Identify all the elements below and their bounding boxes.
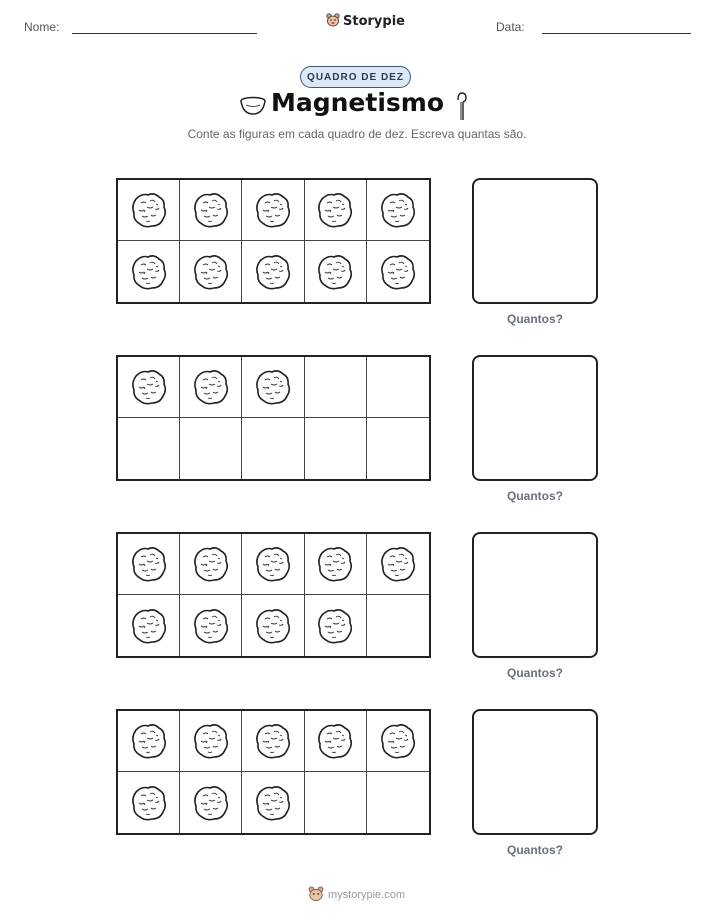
ten-frame-cell xyxy=(305,595,367,656)
ten-frame-cell xyxy=(118,711,180,772)
answer-prompt: Quantos? xyxy=(507,666,563,680)
ten-frame-cell xyxy=(242,534,304,595)
ten-frame-cell xyxy=(367,180,429,241)
rock-icon xyxy=(314,251,356,293)
rock-icon xyxy=(190,543,232,585)
ten-frame-grid xyxy=(116,178,431,304)
ten-frame-cell xyxy=(180,772,242,833)
name-line[interactable] xyxy=(72,33,257,34)
magnet-hook-icon xyxy=(454,90,470,122)
rock-icon xyxy=(314,720,356,762)
rock-icon xyxy=(128,251,170,293)
ten-frame-cell xyxy=(118,772,180,833)
rock-icon xyxy=(128,720,170,762)
ten-frame-grid xyxy=(116,709,431,835)
date-label: Data: xyxy=(496,20,525,34)
rock-icon xyxy=(190,782,232,824)
ten-frame-cell xyxy=(118,595,180,656)
rock-icon xyxy=(252,605,294,647)
ten-frame-cell xyxy=(367,357,429,418)
ten-frame-cell xyxy=(367,711,429,772)
ten-frame-cell xyxy=(242,180,304,241)
answer-box[interactable] xyxy=(472,355,598,481)
rock-icon xyxy=(190,605,232,647)
ten-frame-cell xyxy=(242,772,304,833)
rock-icon xyxy=(252,366,294,408)
rock-icon xyxy=(314,605,356,647)
ten-frame-cell xyxy=(180,418,242,479)
rock-icon xyxy=(252,543,294,585)
rock-icon xyxy=(252,251,294,293)
page-title: Magnetismo xyxy=(270,88,445,117)
ten-frame-cell xyxy=(367,772,429,833)
ten-frame-cell xyxy=(367,595,429,656)
ten-frame-cell xyxy=(118,180,180,241)
ten-frame-cell xyxy=(118,418,180,479)
answer-prompt: Quantos? xyxy=(507,843,563,857)
ten-frame-cell xyxy=(180,711,242,772)
ten-frame-grid xyxy=(116,355,431,481)
ten-frame-cell xyxy=(305,711,367,772)
ten-frame-cell xyxy=(118,357,180,418)
bear-mascot-icon xyxy=(326,13,340,29)
brand-logo xyxy=(326,13,405,29)
ten-frame-cell xyxy=(242,241,304,302)
ten-frame-cell xyxy=(367,241,429,302)
ten-frame-cell xyxy=(180,357,242,418)
ten-frame-cell xyxy=(367,418,429,479)
footer xyxy=(308,886,405,904)
ten-frame-cell xyxy=(118,241,180,302)
ten-frame-cell xyxy=(305,772,367,833)
ten-frame-cell xyxy=(180,534,242,595)
ten-frame-cell xyxy=(180,180,242,241)
ten-frame-cell xyxy=(367,534,429,595)
rock-icon xyxy=(128,189,170,231)
ten-frame-cell xyxy=(305,534,367,595)
ten-frame-cell xyxy=(242,418,304,479)
rock-icon xyxy=(190,366,232,408)
rock-icon xyxy=(252,782,294,824)
answer-prompt: Quantos? xyxy=(507,312,563,326)
rock-icon xyxy=(377,251,419,293)
ten-frame-cell xyxy=(180,241,242,302)
ten-frame-cell xyxy=(305,357,367,418)
name-label: Nome: xyxy=(24,20,60,34)
rock-icon xyxy=(190,720,232,762)
instructions: Conte as figuras em cada quadro de dez. Escreva quantas são. xyxy=(187,127,527,141)
worksheet-type-badge: QUADRO DE DEZ xyxy=(300,66,411,88)
ten-frame-cell xyxy=(305,418,367,479)
rock-icon xyxy=(128,605,170,647)
rock-icon xyxy=(190,251,232,293)
ten-frame-cell xyxy=(305,241,367,302)
answer-prompt: Quantos? xyxy=(507,489,563,503)
ten-frame-grid xyxy=(116,532,431,658)
ten-frame-cell xyxy=(180,595,242,656)
answer-box[interactable] xyxy=(472,178,598,304)
rock-icon xyxy=(314,543,356,585)
rock-icon xyxy=(377,189,419,231)
footer-url: mystorypie.com xyxy=(328,889,406,901)
ten-frame-cell xyxy=(118,534,180,595)
rock-icon xyxy=(128,366,170,408)
ten-frame-cell xyxy=(305,180,367,241)
rock-icon xyxy=(190,189,232,231)
answer-box[interactable] xyxy=(472,709,598,835)
rock-icon xyxy=(377,720,419,762)
date-line[interactable] xyxy=(542,33,691,34)
answer-box[interactable] xyxy=(472,532,598,658)
rock-icon xyxy=(128,543,170,585)
rock-icon xyxy=(314,189,356,231)
brand-name: Storypie xyxy=(343,13,405,29)
rock-icon xyxy=(252,720,294,762)
rock-icon xyxy=(252,189,294,231)
ten-frame-cell xyxy=(242,711,304,772)
ten-frame-cell xyxy=(242,357,304,418)
ten-frame-cell xyxy=(242,595,304,656)
rock-icon xyxy=(377,543,419,585)
bear-mascot-icon xyxy=(308,886,324,904)
rock-icon xyxy=(128,782,170,824)
